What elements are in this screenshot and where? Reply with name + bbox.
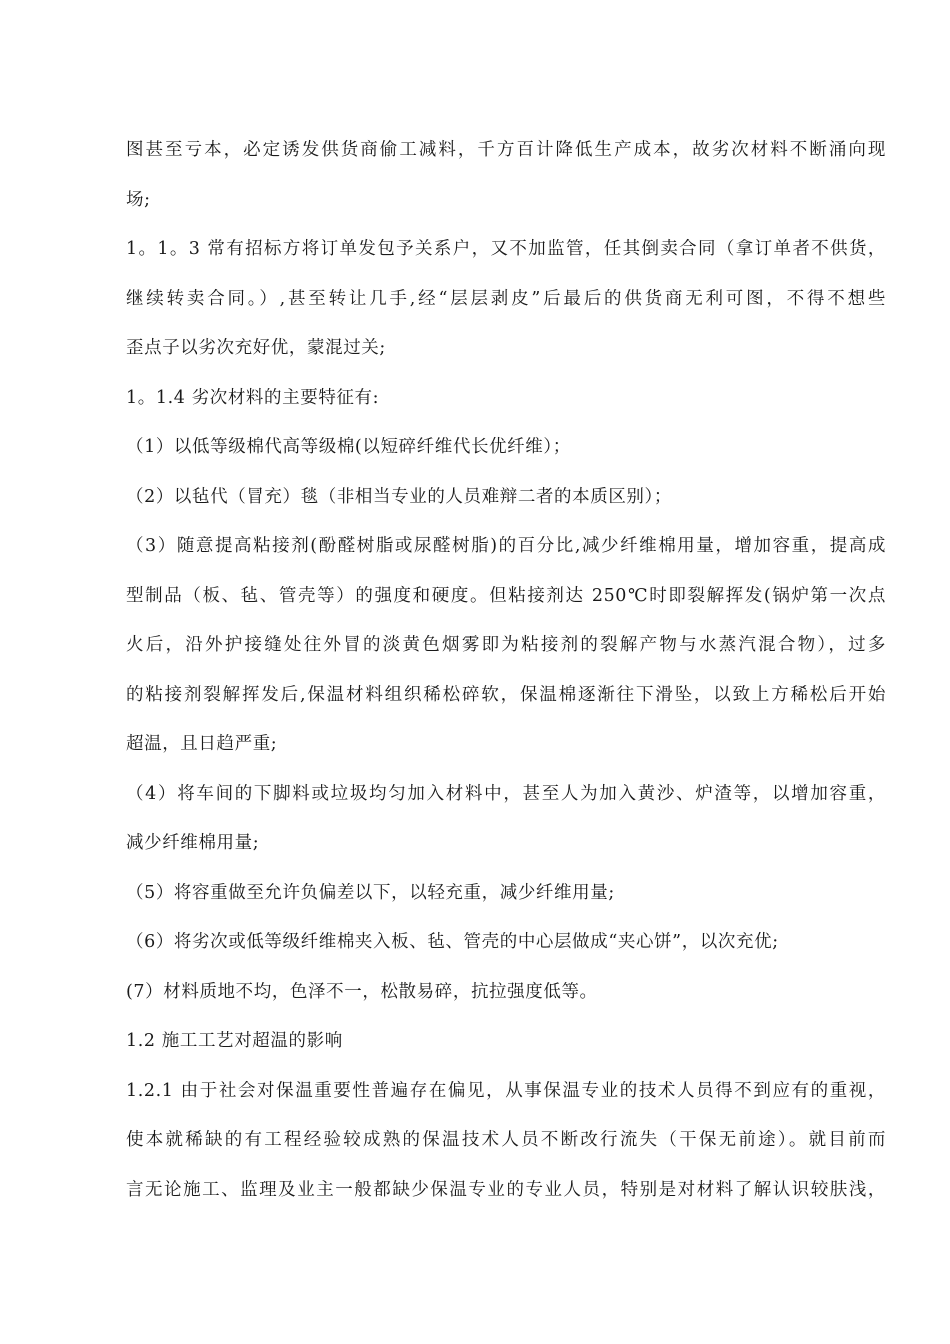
text-line: （3）随意提高粘接剂(酚醛树脂或尿醛树脂)的百分比,减少纤维棉用量，增加容重，提高成 [126,536,886,556]
text-line: 场; [126,189,151,210]
text-line: （1）以低等级棉代高等级棉(以短碎纤维代长优纤维）； [126,437,571,457]
text-line: （2）以毡代（冒充）毯（非相当专业的人员难辩二者的本质区别）； [126,486,672,507]
text-line: 1.2 施工工艺对超温的影响 [126,1031,343,1051]
text-line: 言无论施工、监理及业主一般都缺少保温专业的专业人员，特别是对材料了解认识较肤浅， [126,1179,886,1200]
text-line: 图甚至亏本，必定诱发供货商偷工减料，千方百计降低生产成本，故劣次材料不断涌向现 [126,140,886,160]
text-line: （5）将容重做至允许负偏差以下，以轻充重，减少纤维用量; [126,882,615,903]
text-line: 继续转卖合同。）,甚至转让几手,经“层层剥皮”后最后的供货商无利可图，不得不想些 [126,288,886,309]
text-line: 超温，且日趋严重; [126,734,278,754]
text-line: 型制品（板、毡、管壳等）的强度和硬度。但粘接剂达 250℃时即裂解挥发(锅炉第一次点 [126,585,886,606]
text-line: 1.2.1 由于社会对保温重要性普遍存在偏见，从事保温专业的技术人员得不到应有的重视， [126,1080,886,1101]
text-line: 火后，沿外护接缝处往外冒的淡黄色烟雾即为粘接剂的裂解产物与水蒸汽混合物），过多 [126,635,886,655]
text-line: 的粘接剂裂解挥发后,保温材料组织稀松碎软，保温棉逐渐往下滑坠，以致上方稀松后开始 [126,684,886,705]
text-line: 歪点子以劣次充好优，蒙混过关; [126,338,386,358]
text-line: 1。1.4 劣次材料的主要特征有: [126,387,380,408]
text-line: 1。1。3 常有招标方将订单发包予关系户，又不加监管，任其倒卖合同（拿订单者不供货， [126,239,886,259]
text-line: （6）将劣次或低等级纤维棉夹入板、毡、管壳的中心层做成“夹心饼”，以次充优; [126,932,779,952]
text-line: （4）将车间的下脚料或垃圾均匀加入材料中，甚至人为加入黄沙、炉渣等，以增加容重， [126,783,886,804]
text-line: 使本就稀缺的有工程经验较成熟的保温技术人员不断改行流失（干保无前途）。就目前而 [126,1130,886,1150]
text-line: 减少纤维棉用量; [126,833,260,853]
document-body [126,132,886,1221]
text-line: (7）材料质地不均，色泽不一，松散易碎，抗拉强度低等。 [126,981,598,1002]
